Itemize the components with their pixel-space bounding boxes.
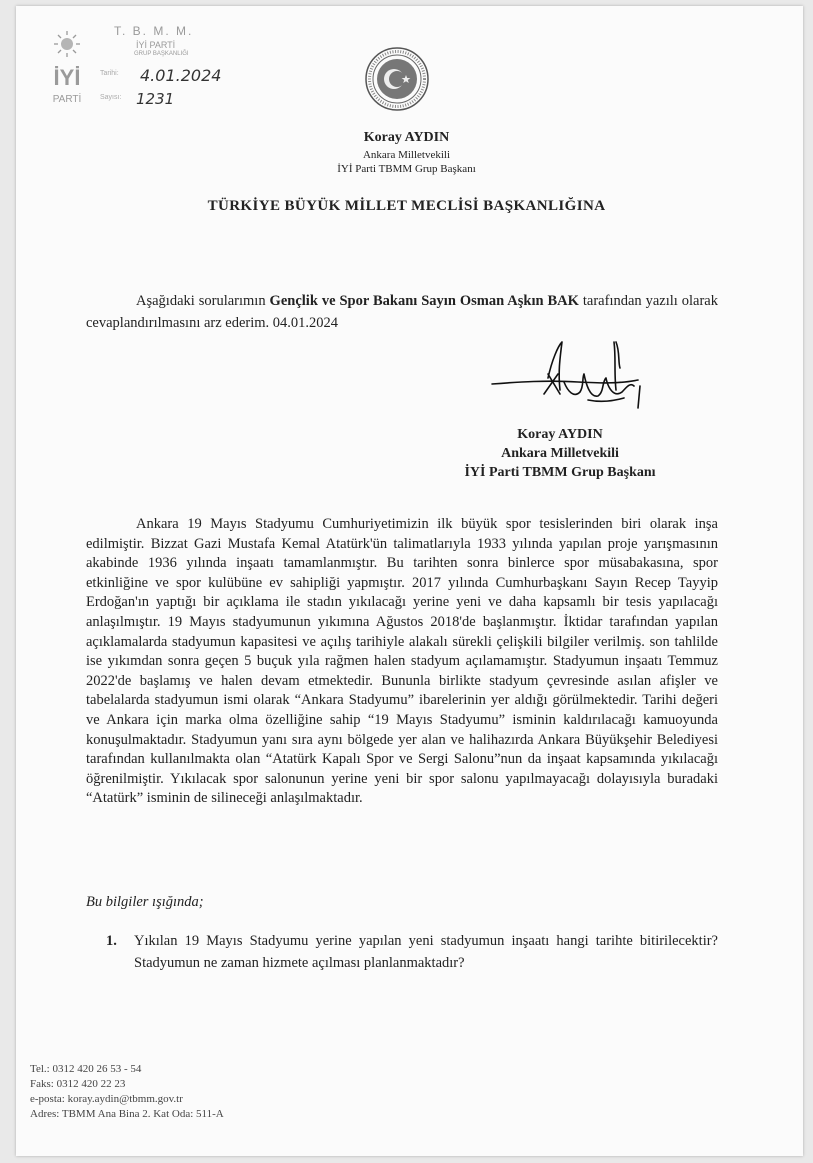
contact-footer (30, 1062, 224, 1122)
intro-before: Aşağıdaki sorularımın (136, 293, 270, 309)
stamp-line-3: GRUP BAŞKANLIĞI (134, 51, 189, 57)
stamp-line-2: İYİ PARTİ (136, 40, 176, 50)
intro-minister: Gençlik ve Spor Bakanı Sayın Osman Aşkın BAK (269, 293, 579, 309)
footer-address: Adres: TBMM Ana Bina 2. Kat Oda: 511-A (30, 1108, 224, 1120)
stamp-date-label: Tarihi: (100, 70, 119, 77)
stamp-number-label: Sayısı: (100, 94, 122, 101)
body-paragraph: Ankara 19 Mayıs Stadyumu Cumhuriyetimizin ilk büyük spor tesislerinden biri olarak inşa edilmiştir. Bizzat Gazi Mustafa Kemal Atatürk'ün talimatlarıyla 1933 yılında yapılan proje yarışmasının akabinde 1936 yılında inşaatı tamamlanmıştır. Bu tarihten sonra binlerce spor müsabakasına, spor etkinliğine ve spor kulübüne ev sahipliği yapmıştır. 2017 yılında Cumhurbaşkanı Sayın Recep Tayyip Erdoğan'ın yaptığı bir açıklama ile stadın yıkılacağı yerine yeni ve daha kapsamlı bir tesis yapılacağı anlaşılmıştır. 19 Mayıs stadyumunun yıkımına Ağustos 2018'de başlanmıştır. İktidar tarafından yapılan açıklamalarda stadyumun kapasitesi ve açılış tarihiyle alakalı sürekli çelişkili bilgiler verilmiş. son tahlilde ise yıkımdan sonra geçen 5 buçuk yıla rağmen halen stadyum açılamamıştır. Stadyumun inşaatı Temmuz 2022'de başlamış ve halen devam etmektedir. Bununla birlikte stadyum çevresinde asılan afişler ve tabelalarda stadyumun ismi olarak “Ankara Stadyumu” ibarelerinin yer aldığı görülmektedir. Tarihi değeri ve Ankara için marka olma özelliğine sahip “19 Mayıs Stadyumu” isminin kaldırılacağı kamuoyunda konuşulmaktadır. Stadyumun yanı sıra aynı bölgede yer alan ve halihazırda Ankara Büyükşehir Belediyesi tarafından kullanılmakta olan “Atatürk Kapalı Spor ve Sergi Salonu”nun da inşaat kapsamında yıkılacağı öğrenilmiştir. Yıkılacak spor salonunun yerine yeni bir spor salonu yapılmayacağı dolayısıyla buradaki “Atatürk” isminin de silineceği anlaşılmaktadır. (86, 516, 718, 807)
tbmm-seal-icon (364, 46, 430, 112)
sender-position: Ankara Milletvekili (362, 149, 451, 161)
addressee-title: TÜRKİYE BÜYÜK MİLLET MECLİSİ BAŞKANLIĞINA (207, 198, 606, 214)
iyi-party-logo (42, 28, 92, 108)
footer-fax: Faks: 0312 420 22 23 (30, 1078, 126, 1090)
signatory-name: Koray AYDIN (517, 427, 603, 442)
stamp-date-value: 4.01.2024 (140, 66, 222, 85)
signature-block (420, 425, 700, 482)
sender-name: Koray AYDIN (363, 130, 450, 145)
registry-stamp (100, 24, 230, 114)
lead-line: Bu bilgiler ışığında; (86, 894, 204, 910)
logo-text: İYİ (53, 65, 81, 90)
handwritten-signature (488, 338, 658, 420)
signatory-group: İYİ Parti TBMM Grup Başkanı (464, 465, 656, 480)
footer-email: e-posta: koray.aydin@tbmm.gov.tr (30, 1093, 183, 1105)
question-text: Yıkılan 19 Mayıs Stadyumu yerine yapılan yeni stadyumun inşaatı hangi tarihte bitirilecektir? Stadyumun ne zaman hizmete açılması planlanmaktadır? (134, 933, 718, 971)
question-item (106, 930, 718, 974)
logo-subtext: PARTİ (52, 94, 82, 105)
intro-after: tarafından yazılı olarak cevaplandırılmasını arz ederim. 04.01.2024 (86, 293, 718, 331)
intro-paragraph (86, 290, 718, 334)
signatory-position: Ankara Milletvekili (501, 446, 619, 461)
sender-group: İYİ Parti TBMM Grup Başkanı (337, 163, 476, 175)
question-number: 1. (106, 933, 117, 949)
footer-tel: Tel.: 0312 420 26 53 - 54 (30, 1063, 142, 1075)
stamp-number-value: 1231 (136, 90, 175, 108)
stamp-line-1: T. B. M. M. (114, 24, 194, 38)
